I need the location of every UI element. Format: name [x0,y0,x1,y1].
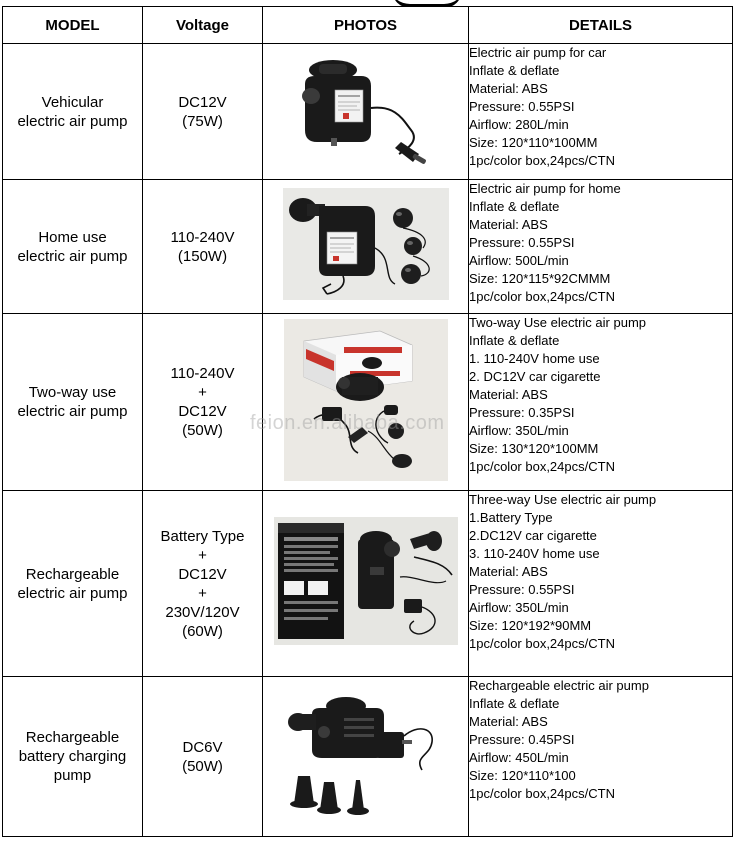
detail-line: Material: ABS [469,81,548,96]
voltage-cell [143,44,263,180]
model-cell [3,44,143,180]
details-cell [469,314,733,491]
voltage-cell [143,180,263,314]
rechargeable-air-pump-photo [274,517,458,645]
detail-line: Material: ABS [469,387,548,402]
model-line: electric air pump [17,247,128,265]
detail-line: 2.DC12V car cigarette [469,528,597,543]
voltage-cell [143,677,263,837]
details-cell [469,491,733,677]
model-line: Vehicular [41,93,104,111]
voltage-line: 110-240V [170,365,235,382]
model-cell [3,180,143,314]
detail-line: Inflate & deflate [469,199,560,214]
detail-line: 1pc/color box,24pcs/CTN [469,153,615,168]
product-spec-table [2,6,733,837]
detail-line: 1pc/color box,24pcs/CTN [469,786,615,801]
detail-line: 3. 110-240V home use [469,546,600,561]
photo-cell [263,314,469,491]
model-line: Rechargeable [25,729,120,746]
detail-line: Inflate & deflate [469,63,560,78]
detail-line: Rechargeable electric air pump [469,678,649,693]
model-line: electric air pump [17,112,128,130]
model-cell [3,491,143,677]
model-line: electric air pump [17,584,128,602]
table-row [3,677,733,837]
model-line: Home use [38,228,107,246]
voltage-cell [143,491,263,677]
detail-line: Inflate & deflate [469,333,560,348]
detail-line: Electric air pump for car [469,45,607,60]
watermark: feion.en.alibaba.com [250,412,445,434]
detail-line: Airflow: 280L/min [469,117,569,132]
detail-line: Pressure: 0.45PSI [469,732,575,747]
voltage-line: DC12V [178,565,227,583]
detail-line: 1pc/color box,24pcs/CTN [469,289,615,304]
detail-line: Size: 120*110*100MM [469,135,598,150]
details-cell [469,44,733,180]
voltage-line: + [198,546,207,564]
model-line: battery charging [18,748,127,765]
table-row [3,180,733,314]
voltage-line: (150W) [177,247,228,265]
photo-cell [263,491,469,677]
voltage-line: (60W) [182,622,223,640]
detail-line: Electric air pump for home [469,181,621,196]
header-details: DETAILS [469,7,733,44]
voltage-line: DC6V [182,738,223,756]
table-row [3,314,733,491]
detail-line: 2. DC12V car cigarette [469,369,601,384]
voltage-line: 110-240V [170,228,235,246]
voltage-cell [143,314,263,491]
voltage-line: + [198,584,207,602]
photo-cell [263,677,469,837]
detail-line: Size: 120*192*90MM [469,618,592,633]
detail-line: Size: 120*110*100 [469,768,576,783]
header-voltage: Voltage [143,7,263,44]
car-air-pump-photo [291,50,441,168]
header-row [3,7,733,44]
detail-line: 1.Battery Type [469,510,553,525]
photo-cell [263,180,469,314]
details-cell [469,677,733,837]
voltage-line: + [198,384,207,401]
detail-line: Pressure: 0.35PSI [469,405,575,420]
model-line: Rechargeable [25,565,120,583]
voltage-line: (75W) [182,112,223,130]
detail-line: Inflate & deflate [469,696,560,711]
detail-line: Airflow: 500L/min [469,253,569,268]
table-row [3,44,733,180]
voltage-line: (50W) [182,422,223,439]
detail-line: Airflow: 350L/min [469,600,569,615]
photo-cell [263,44,469,180]
detail-line: Two-way Use electric air pump [469,315,646,330]
detail-line: Airflow: 350L/min [469,423,569,438]
header-photos: PHOTOS [263,7,469,44]
detail-line: Pressure: 0.55PSI [469,582,575,597]
detail-line: Airflow: 450L/min [469,750,569,765]
home-air-pump-photo [283,188,449,300]
detail-line: Material: ABS [469,714,548,729]
voltage-line: DC12V [178,403,227,420]
detail-line: Size: 130*120*100MM [469,441,599,456]
detail-line: Pressure: 0.55PSI [469,99,575,114]
detail-line: Size: 120*115*92CMMM [469,271,611,286]
voltage-line: DC12V [178,93,227,111]
detail-line: Pressure: 0.55PSI [469,235,575,250]
battery-charging-pump-photo [284,684,448,824]
table-row [3,491,733,677]
voltage-line: 230V/120V [165,603,240,621]
voltage-line: (50W) [182,757,223,775]
voltage-line: Battery Type [160,527,245,545]
model-line: Two-way use [28,384,117,401]
model-cell [3,677,143,837]
model-line: electric air pump [17,403,128,420]
header-model: MODEL [3,7,143,44]
model-line: pump [53,767,92,784]
detail-line: Material: ABS [469,217,548,232]
detail-line: 1pc/color box,24pcs/CTN [469,636,615,651]
detail-line: 1. 110-240V home use [469,351,600,366]
model-cell [3,314,143,491]
detail-line: Material: ABS [469,564,548,579]
two-way-air-pump-photo [284,319,448,481]
detail-line: 1pc/color box,24pcs/CTN [469,459,615,474]
detail-line: Three-way Use electric air pump [469,492,657,507]
details-cell [469,180,733,314]
